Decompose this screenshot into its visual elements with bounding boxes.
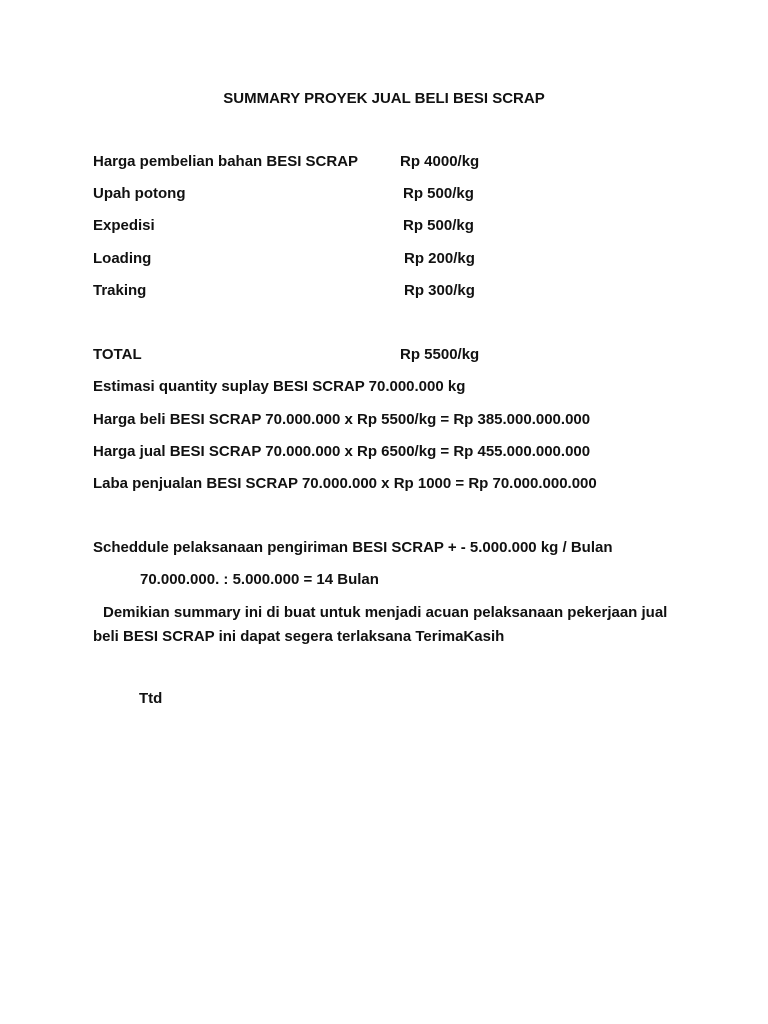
total-value: Rp 5500/kg — [400, 346, 480, 363]
schedule-calc-line: 70.000.000. : 5.000.000 = 14 Bulan — [140, 571, 379, 588]
harga-beli-line: Harga beli BESI SCRAP 70.000.000 x Rp 5500/kg = Rp 385.000.000.000 — [93, 411, 591, 428]
signature-label: Ttd — [139, 690, 163, 707]
cost-item-label: Harga pembelian bahan BESI SCRAP — [93, 153, 359, 170]
cost-item-value: Rp 4000/kg — [400, 153, 480, 170]
closing-paragraph: Demikian summary ini di buat untuk menjadi acuan pelaksanaan pekerjaan jual beli BESI SCRAP ini dapat segera terlaksana TerimaKasih — [93, 604, 668, 645]
total-label: TOTAL — [93, 346, 142, 363]
cost-item-value: Rp 500/kg — [403, 217, 474, 234]
cost-item-label: Traking — [93, 282, 147, 299]
schedule-line: Scheddule pelaksanaan pengiriman BESI SCRAP + - 5.000.000 kg / Bulan — [93, 539, 613, 556]
laba-line: Laba penjualan BESI SCRAP 70.000.000 x Rp 1000 = Rp 70.000.000.000 — [93, 475, 597, 492]
cost-item-value: Rp 200/kg — [404, 250, 475, 267]
cost-item-value: Rp 500/kg — [403, 185, 474, 202]
cost-item-label: Upah potong — [93, 185, 186, 202]
harga-jual-line: Harga jual BESI SCRAP 70.000.000 x Rp 6500/kg = Rp 455.000.000.000 — [93, 443, 591, 460]
document-title: SUMMARY PROYEK JUAL BELI BESI SCRAP — [223, 90, 545, 107]
cost-item-label: Expedisi — [93, 217, 155, 234]
cost-item-value: Rp 300/kg — [404, 282, 475, 299]
estimasi-line: Estimasi quantity suplay BESI SCRAP 70.000.000 kg — [93, 378, 466, 395]
cost-item-label: Loading — [93, 250, 152, 267]
